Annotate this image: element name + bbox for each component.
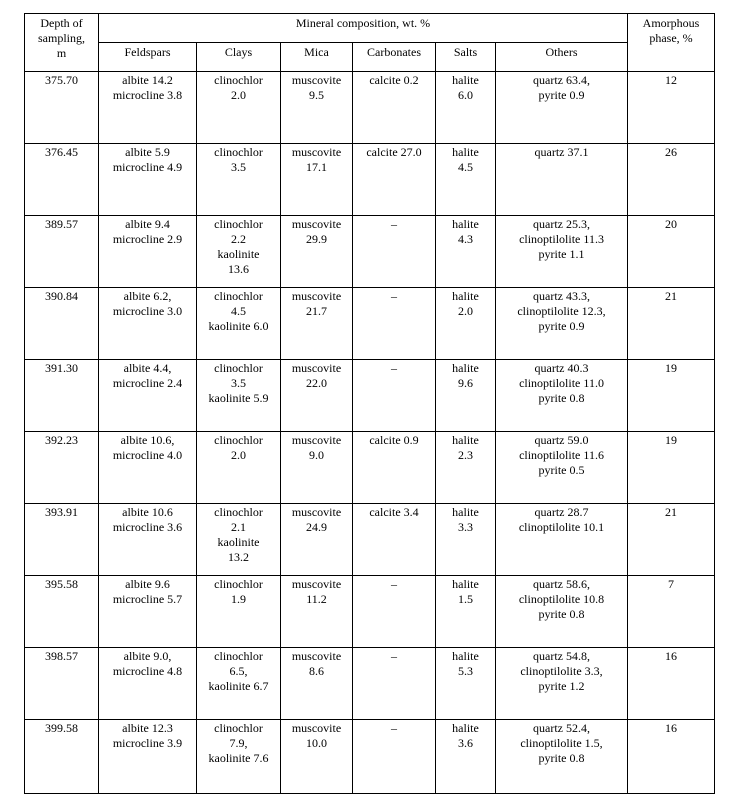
carbonates-cell: – xyxy=(353,288,436,360)
mica-header: Mica xyxy=(281,43,353,72)
depth-cell: 398.57 xyxy=(25,648,99,720)
salts-cell: halite 4.3 xyxy=(436,216,496,288)
depth-cell: 399.58 xyxy=(25,720,99,794)
amorphous-cell: 20 xyxy=(628,216,715,288)
clays-cell: clinochlor 2.1 kaolinite 13.2 xyxy=(197,504,281,576)
table-row xyxy=(25,216,715,288)
salts-cell: halite 2.3 xyxy=(436,432,496,504)
others-cell: quartz 25.3, clinoptilolite 11.3 pyrite 1.1 xyxy=(496,216,628,288)
others-cell: quartz 63.4, pyrite 0.9 xyxy=(496,72,628,144)
mica-cell: muscovite 9.5 xyxy=(281,72,353,144)
depth-cell: 389.57 xyxy=(25,216,99,288)
table-row xyxy=(25,288,715,360)
amorphous-cell: 7 xyxy=(628,576,715,648)
others-cell: quartz 52.4, clinoptilolite 1.5, pyrite 0.8 xyxy=(496,720,628,794)
depth-cell: 392.23 xyxy=(25,432,99,504)
amorphous-cell: 12 xyxy=(628,72,715,144)
feldspars-cell: albite 5.9 microcline 4.9 xyxy=(99,144,197,216)
feldspars-cell: albite 4.4, microcline 2.4 xyxy=(99,360,197,432)
clays-cell: clinochlor 1.9 xyxy=(197,576,281,648)
mica-cell: muscovite 9.0 xyxy=(281,432,353,504)
feldspars-cell: albite 12.3 microcline 3.9 xyxy=(99,720,197,794)
carbonates-cell: calcite 27.0 xyxy=(353,144,436,216)
header-row-top xyxy=(25,14,715,43)
others-cell: quartz 58.6, clinoptilolite 10.8 pyrite 0.8 xyxy=(496,576,628,648)
carbonates-header: Carbonates xyxy=(353,43,436,72)
depth-cell: 375.70 xyxy=(25,72,99,144)
others-cell: quartz 54.8, clinoptilolite 3.3, pyrite 1.2 xyxy=(496,648,628,720)
clays-cell: clinochlor 3.5 kaolinite 5.9 xyxy=(197,360,281,432)
feldspars-cell: albite 9.0, microcline 4.8 xyxy=(99,648,197,720)
clays-cell: clinochlor 7.9, kaolinite 7.6 xyxy=(197,720,281,794)
others-cell: quartz 37.1 xyxy=(496,144,628,216)
table-row xyxy=(25,144,715,216)
amorphous-cell: 19 xyxy=(628,360,715,432)
amorphous-cell: 21 xyxy=(628,504,715,576)
table-body xyxy=(25,72,715,794)
feldspars-cell: albite 14.2 microcline 3.8 xyxy=(99,72,197,144)
clays-cell: clinochlor 2.2 kaolinite 13.6 xyxy=(197,216,281,288)
depth-cell: 391.30 xyxy=(25,360,99,432)
depth-cell: 393.91 xyxy=(25,504,99,576)
depth-cell: 376.45 xyxy=(25,144,99,216)
feldspars-cell: albite 10.6 microcline 3.6 xyxy=(99,504,197,576)
clays-cell: clinochlor 2.0 xyxy=(197,432,281,504)
salts-cell: halite 4.5 xyxy=(436,144,496,216)
amorphous-cell: 16 xyxy=(628,720,715,794)
table-row xyxy=(25,360,715,432)
mica-cell: muscovite 8.6 xyxy=(281,648,353,720)
salts-cell: halite 1.5 xyxy=(436,576,496,648)
feldspars-cell: albite 6.2, microcline 3.0 xyxy=(99,288,197,360)
carbonates-cell: – xyxy=(353,720,436,794)
carbonates-cell: calcite 3.4 xyxy=(353,504,436,576)
depth-header: Depth of sampling, m xyxy=(25,14,99,72)
mica-cell: muscovite 17.1 xyxy=(281,144,353,216)
feldspars-cell: albite 9.4 microcline 2.9 xyxy=(99,216,197,288)
salts-cell: halite 6.0 xyxy=(436,72,496,144)
others-header: Others xyxy=(496,43,628,72)
mica-cell: muscovite 21.7 xyxy=(281,288,353,360)
salts-cell: halite 3.3 xyxy=(436,504,496,576)
table-row xyxy=(25,504,715,576)
feldspars-cell: albite 10.6, microcline 4.0 xyxy=(99,432,197,504)
clays-cell: clinochlor 6.5, kaolinite 6.7 xyxy=(197,648,281,720)
mica-cell: muscovite 10.0 xyxy=(281,720,353,794)
table-header xyxy=(25,14,715,72)
amorphous-cell: 16 xyxy=(628,648,715,720)
others-cell: quartz 28.7 clinoptilolite 10.1 xyxy=(496,504,628,576)
depth-cell: 390.84 xyxy=(25,288,99,360)
carbonates-cell: calcite 0.9 xyxy=(353,432,436,504)
salts-cell: halite 3.6 xyxy=(436,720,496,794)
salts-cell: halite 9.6 xyxy=(436,360,496,432)
mineral-composition-table xyxy=(24,13,715,794)
clays-cell: clinochlor 4.5 kaolinite 6.0 xyxy=(197,288,281,360)
table-row xyxy=(25,648,715,720)
salts-header: Salts xyxy=(436,43,496,72)
clays-header: Clays xyxy=(197,43,281,72)
others-cell: quartz 40.3 clinoptilolite 11.0 pyrite 0.8 xyxy=(496,360,628,432)
mica-cell: muscovite 11.2 xyxy=(281,576,353,648)
carbonates-cell: – xyxy=(353,648,436,720)
header-row-sub xyxy=(25,43,715,72)
depth-cell: 395.58 xyxy=(25,576,99,648)
others-cell: quartz 43.3, clinoptilolite 12.3, pyrite 0.9 xyxy=(496,288,628,360)
carbonates-cell: – xyxy=(353,576,436,648)
mica-cell: muscovite 24.9 xyxy=(281,504,353,576)
feldspars-cell: albite 9.6 microcline 5.7 xyxy=(99,576,197,648)
table-row xyxy=(25,576,715,648)
others-cell: quartz 59.0 clinoptilolite 11.6 pyrite 0.5 xyxy=(496,432,628,504)
amorphous-cell: 19 xyxy=(628,432,715,504)
table-row xyxy=(25,720,715,794)
amorphous-phase-header: Amorphous phase, % xyxy=(628,14,715,72)
mineral-composition-header: Mineral composition, wt. % xyxy=(99,14,628,43)
mica-cell: muscovite 22.0 xyxy=(281,360,353,432)
amorphous-cell: 21 xyxy=(628,288,715,360)
amorphous-cell: 26 xyxy=(628,144,715,216)
mica-cell: muscovite 29.9 xyxy=(281,216,353,288)
salts-cell: halite 2.0 xyxy=(436,288,496,360)
clays-cell: clinochlor 3.5 xyxy=(197,144,281,216)
carbonates-cell: – xyxy=(353,360,436,432)
table-row xyxy=(25,432,715,504)
salts-cell: halite 5.3 xyxy=(436,648,496,720)
table-row xyxy=(25,72,715,144)
carbonates-cell: calcite 0.2 xyxy=(353,72,436,144)
carbonates-cell: – xyxy=(353,216,436,288)
feldspars-header: Feldspars xyxy=(99,43,197,72)
clays-cell: clinochlor 2.0 xyxy=(197,72,281,144)
